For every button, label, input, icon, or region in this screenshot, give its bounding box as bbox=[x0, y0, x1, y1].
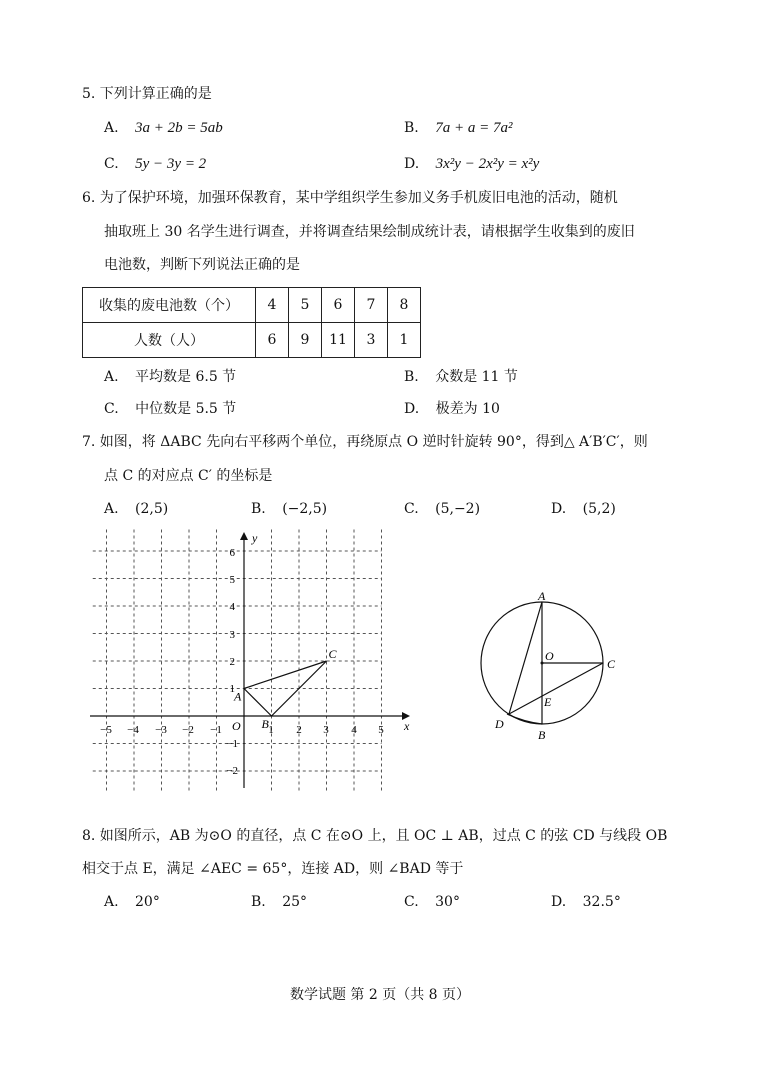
table-row bbox=[83, 288, 421, 323]
option-label: A. bbox=[104, 369, 119, 385]
q7-option-d[interactable] bbox=[551, 499, 616, 519]
table-cell: 9 bbox=[289, 323, 322, 358]
x-tick-label: 1 bbox=[268, 724, 274, 736]
q6-stats-table bbox=[82, 287, 421, 358]
option-text: (5,−2) bbox=[435, 501, 481, 517]
x-tick-label: −1 bbox=[210, 724, 222, 736]
y-tick-labels bbox=[226, 547, 238, 777]
q7-stem-line-1: 7. 如图，将 ΔABC 先向右平移两个单位，再绕原点 O 逆时针旋转 90°，得到△ A′B′C′，则 bbox=[82, 434, 648, 450]
q5-option-a[interactable] bbox=[104, 118, 223, 138]
option-label: A. bbox=[104, 894, 119, 910]
q8-option-a[interactable] bbox=[104, 892, 160, 912]
origin-label: O bbox=[232, 719, 241, 733]
arc-db bbox=[507, 714, 542, 724]
x-axis-label: x bbox=[404, 719, 410, 733]
table-cell: 3 bbox=[355, 323, 388, 358]
y-tick-label: −2 bbox=[226, 765, 238, 777]
table-row bbox=[83, 323, 421, 358]
option-label: B. bbox=[251, 894, 266, 910]
option-label: B. bbox=[251, 501, 266, 517]
x-tick-label: −5 bbox=[100, 724, 112, 736]
y-tick-label: 2 bbox=[229, 656, 235, 668]
q8-option-d[interactable] bbox=[551, 892, 621, 912]
center-point bbox=[541, 662, 544, 665]
label-c: C bbox=[607, 657, 616, 671]
option-label: C. bbox=[404, 894, 419, 910]
x-tick-labels bbox=[100, 724, 384, 736]
x-tick-label: −4 bbox=[127, 724, 139, 736]
option-label: A. bbox=[104, 120, 119, 136]
option-label: D. bbox=[404, 156, 420, 172]
option-text: 众数是 11 节 bbox=[435, 369, 518, 385]
coordinate-grid-figure bbox=[80, 528, 420, 792]
q5-option-b[interactable] bbox=[404, 118, 512, 138]
q5-option-c[interactable] bbox=[104, 154, 206, 174]
q5-stem: 5. 下列计算正确的是 bbox=[82, 86, 212, 102]
table-cell: 8 bbox=[388, 288, 421, 323]
point-a-label: A bbox=[234, 689, 242, 704]
table-cell: 6 bbox=[322, 288, 355, 323]
segment-ca bbox=[244, 661, 327, 689]
q5-option-d[interactable] bbox=[404, 154, 539, 174]
option-label: C. bbox=[104, 401, 119, 417]
q8-stem-line-1: 8. 如图所示，AB 为⊙O 的直径，点 C 在⊙O 上，且 OC ⊥ AB，过点 C 的弦 CD 与线段 OB bbox=[82, 828, 668, 844]
point-c-label: C bbox=[328, 647, 337, 661]
y-tick-label: 1 bbox=[229, 683, 235, 695]
option-text: (2,5) bbox=[135, 501, 169, 517]
axes bbox=[90, 531, 410, 788]
table-cell: 6 bbox=[256, 323, 289, 358]
option-label: B. bbox=[404, 369, 419, 385]
option-label: D. bbox=[404, 401, 420, 417]
label-o: O bbox=[545, 649, 554, 663]
label-a: A bbox=[538, 590, 546, 603]
option-text: 平均数是 6.5 节 bbox=[135, 369, 237, 385]
label-b: B bbox=[538, 728, 546, 742]
y-tick-label: 6 bbox=[229, 547, 235, 559]
x-tick-label: −2 bbox=[182, 724, 194, 736]
q6-stem-line-2: 抽取班上 30 名学生进行调查，并将调查结果绘制成统计表，请根据学生收集到的废旧 bbox=[104, 224, 635, 240]
table-row-header: 收集的废电池数（个） bbox=[83, 288, 256, 323]
y-tick-label: −1 bbox=[226, 738, 238, 750]
q6-option-d[interactable] bbox=[404, 399, 500, 419]
option-text: 30° bbox=[435, 894, 460, 910]
option-text: 3a + 2b = 5ab bbox=[135, 120, 223, 136]
x-tick-label: 4 bbox=[351, 724, 357, 736]
x-tick-label: 5 bbox=[378, 724, 384, 736]
option-label: C. bbox=[404, 501, 419, 517]
q8-stem-line-2: 相交于点 E，满足 ∠AEC = 65°，连接 AD，则 ∠BAD 等于 bbox=[82, 861, 464, 877]
option-text: (5,2) bbox=[582, 501, 616, 517]
page-footer: 数学试题 第 2 页（共 8 页） bbox=[289, 987, 471, 1003]
x-tick-label: 3 bbox=[323, 724, 329, 736]
option-label: A. bbox=[104, 501, 119, 517]
option-text: (−2,5) bbox=[282, 501, 328, 517]
option-label: D. bbox=[551, 501, 567, 517]
option-text: 极差为 10 bbox=[435, 401, 500, 417]
q6-option-a[interactable] bbox=[104, 367, 236, 387]
q6-stem-line-3: 电池数，判断下列说法正确的是 bbox=[104, 257, 300, 273]
table-cell: 7 bbox=[355, 288, 388, 323]
option-text: 32.5° bbox=[582, 894, 621, 910]
q7-option-c[interactable] bbox=[404, 499, 480, 519]
segment-ab bbox=[244, 689, 272, 717]
option-text: 3x²y − 2x²y = x²y bbox=[435, 156, 540, 172]
q8-option-b[interactable] bbox=[251, 892, 307, 912]
option-label: D. bbox=[551, 894, 567, 910]
option-text: 20° bbox=[135, 894, 160, 910]
q6-option-b[interactable] bbox=[404, 367, 518, 387]
q6-stem-line-1: 6. 为了保护环境，加强环保教育，某中学组织学生参加义务手机废旧电池的活动，随机 bbox=[82, 190, 618, 206]
q6-option-c[interactable] bbox=[104, 399, 236, 419]
option-text: 中位数是 5.5 节 bbox=[135, 401, 237, 417]
label-e: E bbox=[544, 695, 552, 709]
chord-cd bbox=[509, 663, 603, 714]
segment-ad bbox=[509, 602, 542, 714]
y-tick-label: 5 bbox=[229, 574, 235, 586]
option-label: C. bbox=[104, 156, 119, 172]
label-d: D bbox=[495, 717, 504, 731]
y-axis-label: y bbox=[252, 531, 258, 545]
table-cell: 5 bbox=[289, 288, 322, 323]
y-tick-label: 4 bbox=[229, 601, 235, 613]
option-text: 25° bbox=[282, 894, 308, 910]
point-b-label: B bbox=[261, 717, 269, 731]
circle-figure bbox=[476, 590, 646, 750]
option-text: 7a + a = 7a² bbox=[435, 120, 513, 136]
table-cell: 11 bbox=[322, 323, 355, 358]
y-tick-label: 3 bbox=[229, 629, 235, 641]
option-label: B. bbox=[404, 120, 419, 136]
q7-stem-line-2: 点 C 的对应点 C′ 的坐标是 bbox=[104, 468, 273, 484]
table-cell: 4 bbox=[256, 288, 289, 323]
option-text: 5y − 3y = 2 bbox=[135, 156, 207, 172]
y-axis-arrow bbox=[240, 532, 248, 540]
q7-option-b[interactable] bbox=[251, 499, 327, 519]
table-cell: 1 bbox=[388, 323, 421, 358]
x-tick-label: −3 bbox=[155, 724, 167, 736]
table-row-header: 人数（人） bbox=[83, 323, 256, 358]
q8-option-c[interactable] bbox=[404, 892, 460, 912]
grid-lines bbox=[93, 528, 382, 792]
q7-option-a[interactable] bbox=[104, 499, 168, 519]
x-tick-label: 2 bbox=[296, 724, 302, 736]
